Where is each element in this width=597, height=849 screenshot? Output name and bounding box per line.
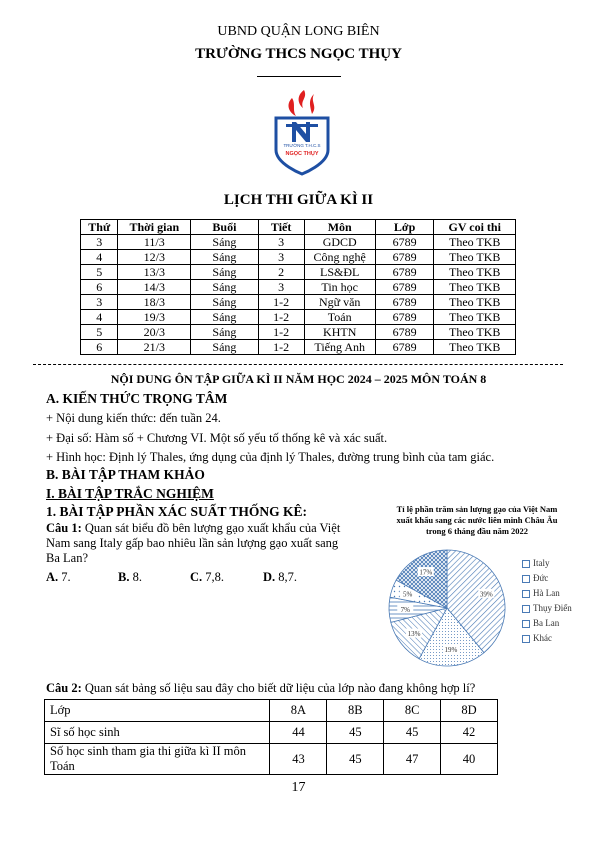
option-c-label: C. — [190, 570, 203, 584]
option-a-text: 7. — [58, 570, 71, 584]
schedule-cell: 6789 — [375, 325, 434, 340]
schedule-col-header: Buổi — [191, 220, 258, 235]
class-table-cell: 8C — [384, 700, 441, 722]
logo-line-1: TRƯỜNG T.H.C.S — [283, 143, 321, 148]
legend-swatch — [522, 560, 530, 568]
option-b-text: 8. — [129, 570, 142, 584]
class-table-cell: 8D — [441, 700, 498, 722]
schedule-cell: Toán — [304, 310, 375, 325]
legend-item — [522, 601, 572, 616]
chart-title-line-2: xuất khẩu sang các nước liên minh Châu Âu — [396, 515, 558, 525]
option-d[interactable] — [263, 570, 297, 585]
chart-legend — [522, 556, 572, 646]
schedule-cell: 6789 — [375, 310, 434, 325]
part-1-heading: I. BÀI TẬP TRẮC NGHIỆM — [46, 486, 214, 501]
schedule-cell: Theo TKB — [434, 250, 516, 265]
schedule-cell: Theo TKB — [434, 340, 516, 355]
schedule-cell: Ngữ văn — [304, 295, 375, 310]
schedule-cell: Theo TKB — [434, 310, 516, 325]
schedule-cell: Công nghệ — [304, 250, 375, 265]
legend-label: Hà Lan — [533, 588, 560, 598]
schedule-cell: 5 — [81, 325, 118, 340]
class-table-cell: Số học sinh tham gia thi giữa kì II môn Toán — [45, 744, 270, 775]
legend-label: Thụy Điển — [533, 603, 572, 613]
schedule-cell: 3 — [81, 235, 118, 250]
schedule-cell: 1-2 — [258, 295, 304, 310]
schedule-cell: GDCD — [304, 235, 375, 250]
schedule-cell: 14/3 — [118, 280, 191, 295]
class-table-cell: Lớp — [45, 700, 270, 722]
schedule-row — [81, 235, 516, 250]
class-table-cell: 43 — [270, 744, 327, 775]
slice-label: 7% — [400, 605, 410, 614]
schedule-cell: Theo TKB — [434, 280, 516, 295]
schedule-cell: Theo TKB — [434, 325, 516, 340]
chart-title-line-3: trong 6 tháng đầu năm 2022 — [425, 526, 529, 536]
schedule-col-header: Tiết — [258, 220, 304, 235]
knowledge-line-1: + Nội dung kiến thức: đến tuần 24. — [46, 411, 221, 425]
legend-swatch — [522, 575, 530, 583]
schedule-cell: KHTN — [304, 325, 375, 340]
legend-swatch — [522, 590, 530, 598]
class-table-row — [45, 744, 498, 775]
schedule-cell: Sáng — [191, 250, 258, 265]
schedule-row — [81, 250, 516, 265]
class-table-cell: 45 — [327, 744, 384, 775]
option-b[interactable] — [118, 570, 142, 585]
schedule-cell: 6789 — [375, 265, 434, 280]
schedule-cell: 1-2 — [258, 340, 304, 355]
schedule-cell: 3 — [258, 280, 304, 295]
schedule-cell: LS&ĐL — [304, 265, 375, 280]
schedule-cell: 6789 — [375, 280, 434, 295]
schedule-cell: 6789 — [375, 340, 434, 355]
schedule-cell: Sáng — [191, 265, 258, 280]
class-table-cell: 8A — [270, 700, 327, 722]
schedule-col-header: Môn — [304, 220, 375, 235]
option-a[interactable] — [46, 570, 71, 585]
class-data-table — [44, 699, 498, 775]
schedule-cell: 3 — [81, 295, 118, 310]
schedule-cell: 6789 — [375, 250, 434, 265]
legend-item — [522, 556, 572, 571]
school-logo — [270, 88, 334, 176]
option-d-text: 8,7. — [275, 570, 298, 584]
option-c-text: 7,8. — [202, 570, 225, 584]
slice-label: 19% — [444, 646, 458, 655]
schedule-cell: 6789 — [375, 235, 434, 250]
option-b-label: B. — [118, 570, 130, 584]
schedule-cell: Theo TKB — [434, 235, 516, 250]
schedule-cell: 1-2 — [258, 325, 304, 340]
schedule-cell: Sáng — [191, 295, 258, 310]
schedule-cell: 19/3 — [118, 310, 191, 325]
question-1-label: Câu 1: — [46, 521, 82, 535]
class-table-cell: 47 — [384, 744, 441, 775]
schedule-cell: 6 — [81, 340, 118, 355]
schedule-header-row — [81, 220, 516, 235]
schedule-cell: 4 — [81, 310, 118, 325]
question-2-text: Quan sát bảng số liệu sau đây cho biết dữ liệu của lớp nào đang không hợp lí? — [81, 681, 476, 695]
schedule-title: LỊCH THI GIỮA KÌ II — [223, 192, 374, 208]
schedule-row — [81, 340, 516, 355]
page-number: 17 — [291, 780, 306, 795]
chart-title-line-1: Tỉ lệ phần trăm sản lượng gạo của Việt Nam — [396, 504, 558, 514]
schedule-cell: Tin học — [304, 280, 375, 295]
schedule-cell: Sáng — [191, 235, 258, 250]
schedule-row — [81, 265, 516, 280]
legend-swatch — [522, 635, 530, 643]
district-name: UBND QUẬN LONG BIÊN — [217, 24, 380, 39]
class-table-cell: 45 — [327, 722, 384, 744]
schedule-row — [81, 280, 516, 295]
schedule-col-header: Thứ — [81, 220, 118, 235]
pie-chart — [372, 504, 594, 674]
section-divider — [33, 364, 563, 365]
class-table-cell: 42 — [441, 722, 498, 744]
question-1-line-3: Ba Lan? — [46, 551, 88, 565]
question-2 — [46, 681, 475, 696]
class-table-cell: 44 — [270, 722, 327, 744]
schedule-table — [80, 219, 516, 355]
option-d-label: D. — [263, 570, 276, 584]
question-1-line-2: Nam sang Italy gấp bao nhiêu lần sản lượng gạo xuất sang — [46, 536, 339, 550]
class-table-cell: 8B — [327, 700, 384, 722]
subsection-heading: 1. BÀI TẬP PHẦN XÁC SUẤT THỐNG KÊ: — [46, 504, 308, 519]
legend-label: Ba Lan — [533, 618, 560, 628]
legend-swatch — [522, 605, 530, 613]
schedule-row — [81, 310, 516, 325]
header-divider — [257, 76, 341, 77]
slice-label: 39% — [479, 590, 493, 599]
schedule-cell: 4 — [81, 250, 118, 265]
schedule-cell: 5 — [81, 265, 118, 280]
section-a-heading: A. KIẾN THỨC TRỌNG TÂM — [46, 391, 228, 406]
schedule-cell: 3 — [258, 235, 304, 250]
option-a-label: A. — [46, 570, 59, 584]
schedule-cell: 6 — [81, 280, 118, 295]
question-2-label: Câu 2: — [46, 681, 82, 695]
schedule-cell: 3 — [258, 250, 304, 265]
schedule-cell: 12/3 — [118, 250, 191, 265]
schedule-col-header: Lớp — [375, 220, 434, 235]
school-name: TRƯỜNG THCS NGỌC THỤY — [195, 46, 402, 62]
schedule-row — [81, 325, 516, 340]
legend-label: Khác — [533, 633, 552, 643]
legend-label: Đức — [533, 573, 549, 583]
slice-label: 17% — [419, 568, 433, 577]
class-table-cell: 40 — [441, 744, 498, 775]
schedule-cell: 21/3 — [118, 340, 191, 355]
content-title: NỘI DUNG ÔN TẬP GIỮA KÌ II NĂM HỌC 2024 – 2025 MÔN TOÁN 8 — [110, 372, 487, 386]
schedule-cell: 2 — [258, 265, 304, 280]
schedule-cell: Theo TKB — [434, 265, 516, 280]
schedule-cell: 18/3 — [118, 295, 191, 310]
legend-label: Italy — [533, 558, 550, 568]
legend-item — [522, 571, 572, 586]
schedule-cell: 1-2 — [258, 310, 304, 325]
class-table-cell: 45 — [384, 722, 441, 744]
schedule-cell: Tiếng Anh — [304, 340, 375, 355]
schedule-row — [81, 295, 516, 310]
schedule-cell: 20/3 — [118, 325, 191, 340]
legend-swatch — [522, 620, 530, 628]
class-table-row — [45, 722, 498, 744]
schedule-cell: 11/3 — [118, 235, 191, 250]
slice-label: 5% — [403, 590, 413, 599]
option-c[interactable] — [190, 570, 224, 585]
legend-item — [522, 631, 572, 646]
question-1 — [46, 521, 366, 566]
schedule-col-header: Thời gian — [118, 220, 191, 235]
legend-item — [522, 616, 572, 631]
schedule-col-header: GV coi thi — [434, 220, 516, 235]
legend-item — [522, 586, 572, 601]
question-1-line-1: Quan sát biểu đồ bên lượng gạo xuất khẩu của Việt — [81, 521, 341, 535]
slice-label: 13% — [407, 630, 421, 639]
schedule-cell: 6789 — [375, 295, 434, 310]
logo-line-2: NGỌC THỤY — [285, 151, 319, 157]
schedule-cell: Sáng — [191, 325, 258, 340]
class-table-header-row — [45, 700, 498, 722]
schedule-cell: 13/3 — [118, 265, 191, 280]
knowledge-line-3: + Hình học: Định lý Thales, ứng dụng của định lý Thales, đường trung bình của tam giác. — [46, 450, 495, 464]
schedule-cell: Sáng — [191, 280, 258, 295]
class-table-cell: Sĩ số học sinh — [45, 722, 270, 744]
schedule-cell: Sáng — [191, 310, 258, 325]
knowledge-line-2: + Đại số: Hàm số + Chương VI. Một số yếu tố thống kê và xác suất. — [46, 431, 388, 445]
schedule-cell: Theo TKB — [434, 295, 516, 310]
schedule-cell: Sáng — [191, 340, 258, 355]
section-b-heading: B. BÀI TẬP THAM KHẢO — [46, 467, 205, 482]
